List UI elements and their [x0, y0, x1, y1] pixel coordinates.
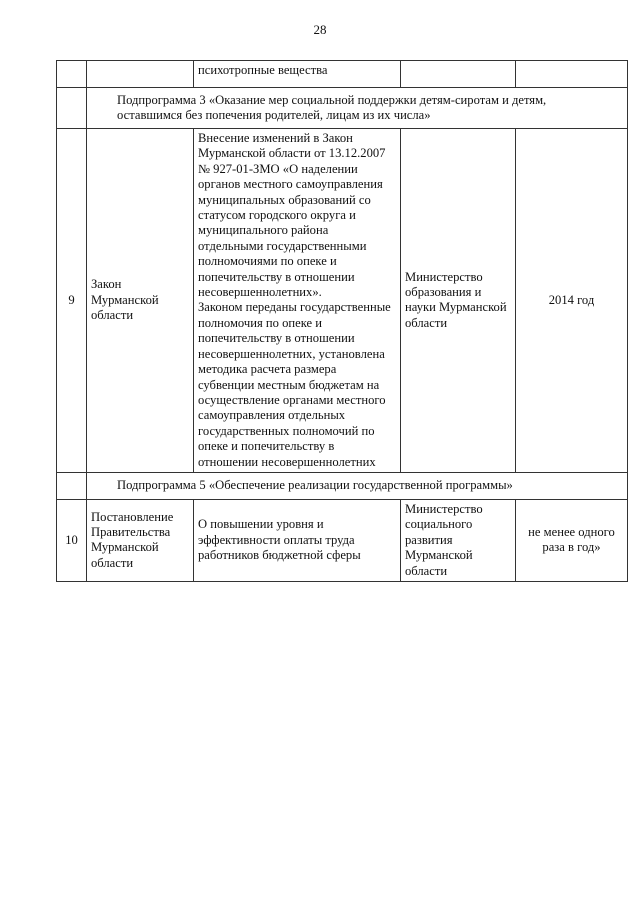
table-row-subprogram-5: [57, 472, 628, 499]
cell-number: [57, 88, 87, 129]
item-9-content-line: Внесение изменений в Закон: [198, 131, 353, 145]
item-9-responsible: Министерство образования и науки Мурманской области: [401, 129, 516, 473]
item-10-document: Постановление Правительства Мурманской области: [87, 499, 194, 581]
cell-number: [57, 61, 87, 88]
item-10-deadline: не менее одного раза в год»: [516, 499, 628, 581]
page-number: 28: [313, 22, 327, 37]
item-9-content-line: муниципальных образований со: [198, 192, 371, 207]
item-9-content-line: субвенции местным бюджетам на: [198, 377, 380, 392]
item-9-number: 9: [57, 129, 87, 473]
subprogram-3-line-1: Подпрограмма 3 «Оказание мер социальной поддержки детям-сиротам и детям,: [117, 92, 547, 107]
item-9-content-line: органов местного самоуправления: [198, 177, 383, 192]
item-9-content-line: несовершеннолетних».: [198, 285, 322, 300]
item-9-content-line: методика расчета размера: [198, 362, 337, 377]
item-9-deadline: 2014 год: [516, 129, 628, 473]
item-9-content-line: попечительству в отношении: [198, 331, 355, 346]
item-10-content: О повышении уровня и эффективности оплаты труда работников бюджетной сферы: [194, 499, 401, 581]
item-10-number: 10: [57, 499, 87, 581]
item-9-content-line: статусом городского округа и: [198, 208, 356, 223]
item-10-responsible: Министерство социального развития Мурманской области: [401, 499, 516, 581]
cell-content: психотропные вещества: [194, 61, 401, 88]
cell-number: [57, 472, 87, 499]
table-row-subprogram-3: [57, 88, 628, 129]
item-9-content-line: опеке и попечительству в: [198, 439, 335, 454]
item-9-content-line: № 927-01-ЗМО «О наделении: [198, 161, 358, 176]
measures-table: [56, 60, 628, 582]
item-9-content: [194, 129, 401, 473]
item-9-content-line: несовершеннолетних, установлена: [198, 346, 385, 361]
cell-deadline: [516, 61, 628, 88]
cell-responsible: [401, 61, 516, 88]
subprogram-3-heading: [87, 88, 628, 129]
item-9-content-line: отношении несовершеннолетних: [198, 454, 376, 469]
item-9-content-line: отдельными государственными: [198, 238, 367, 253]
item-9-content-line: государственных полномочий по: [198, 423, 375, 438]
table-row-continuation: [57, 61, 628, 88]
item-9-content-line: Мурманской области от 13.12.2007: [198, 146, 386, 161]
item-9-content-line: самоуправления отдельных: [198, 408, 346, 423]
subprogram-5-heading: Подпрограмма 5 «Обеспечение реализации государственной программы»: [87, 472, 628, 499]
subprogram-3-line-2: оставшимся без попечения родителей, лицам из их числа»: [117, 108, 431, 122]
item-9-content-line: Законом переданы государственные: [198, 300, 391, 315]
cell-document: [87, 61, 194, 88]
item-9-content-line: муниципального района: [198, 223, 329, 238]
item-9-content-line: осуществление органами местного: [198, 392, 386, 407]
table-row-item-10: [57, 499, 628, 581]
table-row-item-9: [57, 129, 628, 473]
item-9-content-line: попечительству в отношении: [198, 269, 355, 284]
item-9-content-line: полномочия по опеке и: [198, 315, 322, 330]
item-9-content-line: полномочиями по опеке и: [198, 254, 337, 269]
item-9-document: Закон Мурманской области: [87, 129, 194, 473]
